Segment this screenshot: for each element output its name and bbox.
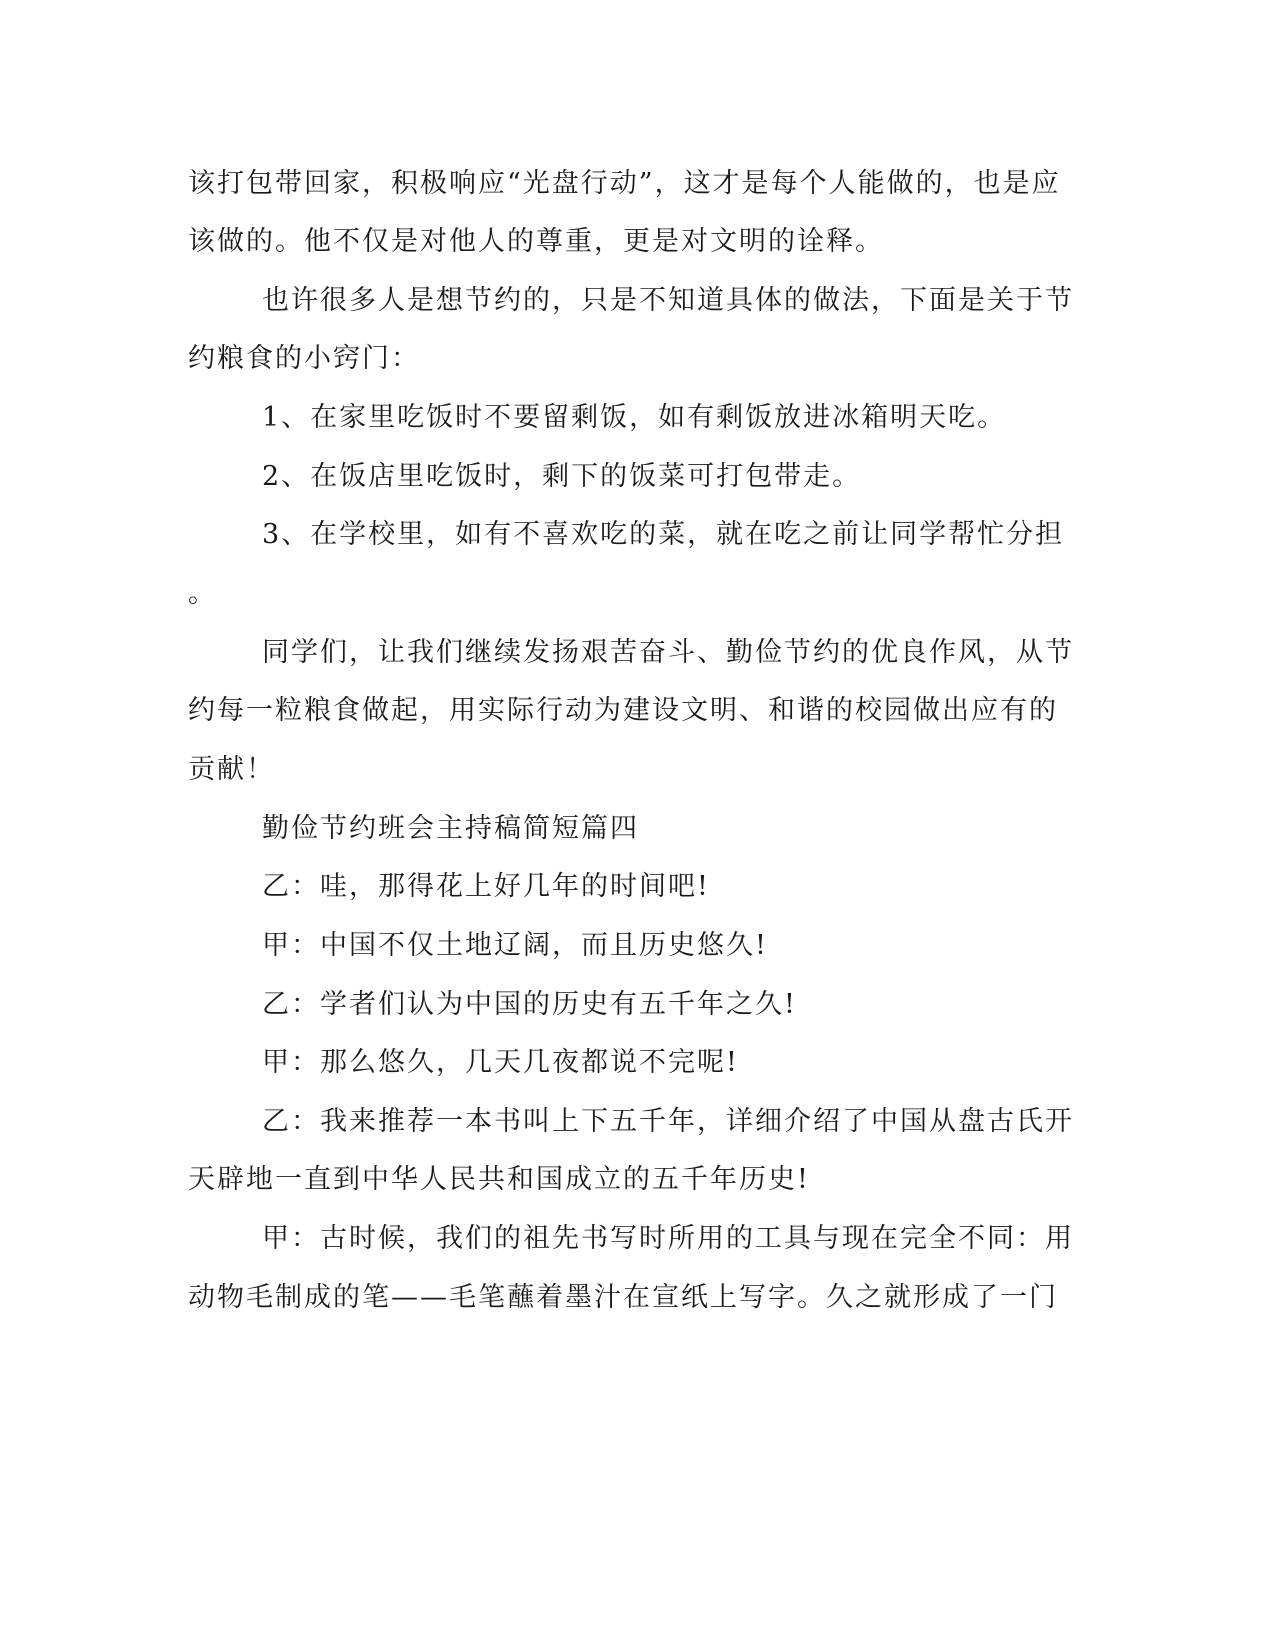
dialogue-line: 甲：中国不仅土地辽阔，而且历史悠久! — [262, 930, 768, 961]
list-item: 3、在学校里，如有不喜欢吃的菜，就在吃之前让同学帮忙分担 — [262, 519, 1065, 550]
paragraph-line: 约每一粒粮食做起，用实际行动为建设文明、和谐的校园做出应有的 — [188, 695, 1058, 726]
dialogue-line: 乙：学者们认为中国的历史有五千年之久! — [262, 989, 797, 1020]
paragraph-line: 同学们，让我们继续发扬艰苦奋斗、勤俭节约的优良作风，从节 — [262, 637, 1074, 668]
dialogue-line: 天辟地一直到中华人民共和国成立的五千年历史! — [188, 1164, 810, 1195]
paragraph-line: 约粮食的小窍门： — [188, 343, 420, 374]
dialogue-line: 甲：那么悠久，几天几夜都说不完呢! — [262, 1047, 739, 1078]
paragraph-line: 贡献！ — [188, 754, 275, 785]
paragraph-line: 该做的。他不仅是对他人的尊重，更是对文明的诠释。 — [188, 226, 884, 257]
dialogue-line: 乙：哇，那得花上好几年的时间吧! — [262, 871, 710, 902]
dialogue-line: 动物毛制成的笔——毛笔蘸着墨汁在宣纸上写字。久之就形成了一门 — [188, 1282, 1058, 1313]
dialogue-line: 乙：我来推荐一本书叫上下五千年，详细介绍了中国从盘古氏开 — [262, 1106, 1074, 1137]
paragraph-line: 。 — [188, 578, 217, 609]
paragraph-line: 该打包带回家，积极响应“光盘行动”，这才是每个人能做的，也是应 — [188, 168, 1061, 199]
list-item: 2、在饭店里吃饭时，剩下的饭菜可打包带走。 — [262, 461, 862, 492]
section-heading: 勤俭节约班会主持稿简短篇四 — [262, 813, 639, 844]
paragraph-line: 也许很多人是想节约的，只是不知道具体的做法，下面是关于节 — [262, 285, 1074, 316]
dialogue-line: 甲：古时候，我们的祖先书写时所用的工具与现在完全不同：用 — [262, 1223, 1074, 1254]
list-item: 1、在家里吃饭时不要留剩饭，如有剩饭放进冰箱明天吃。 — [262, 402, 1007, 433]
